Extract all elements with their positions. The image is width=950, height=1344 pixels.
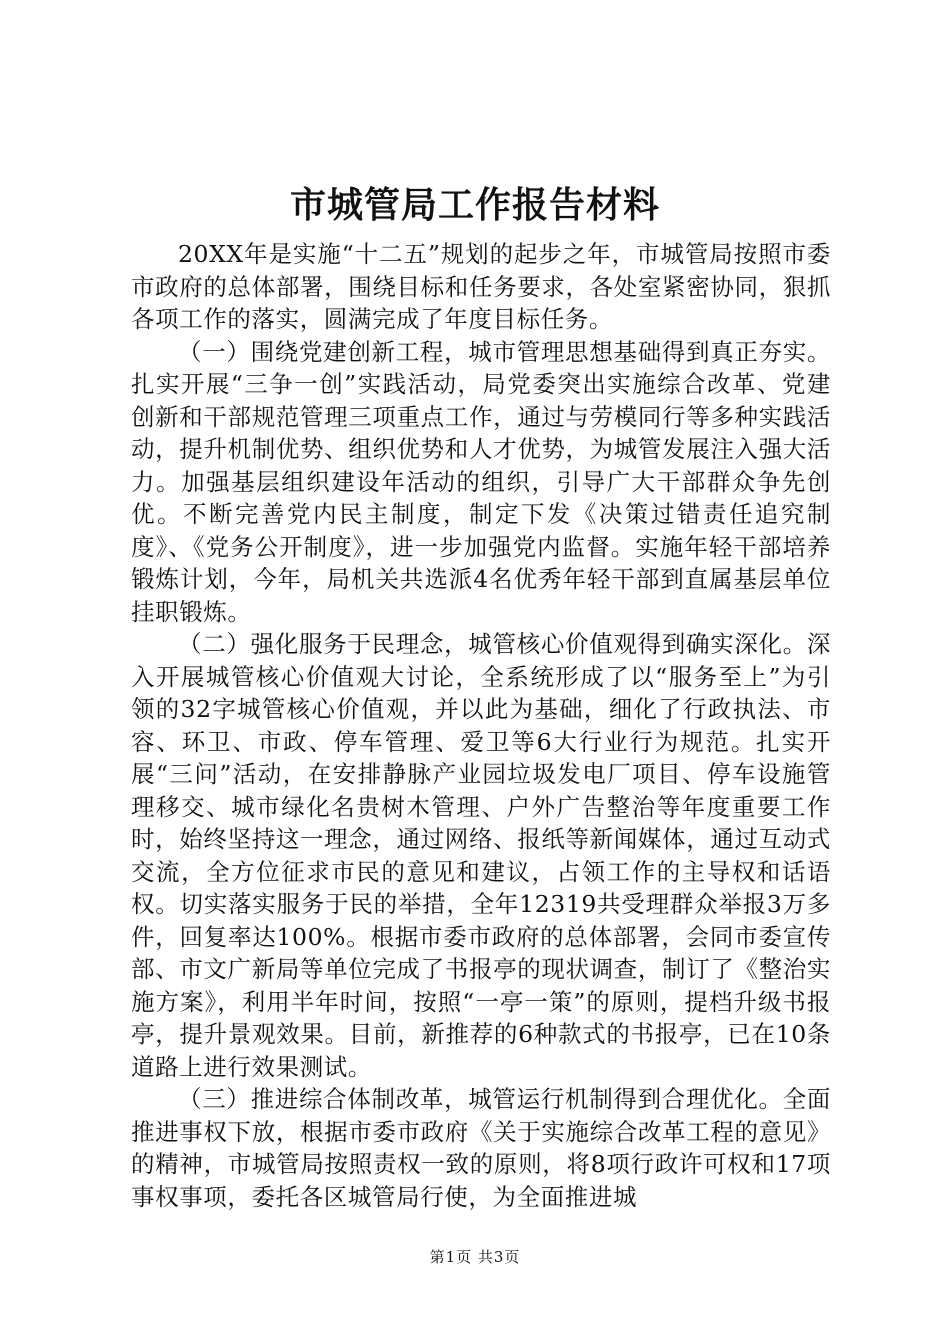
paragraph-section-1: （一）围绕党建创新工程，城市管理思想基础得到真正夯实。扎实开展“三争一创”实践活动，局党委突出实施综合改革、党建创新和干部规范管理三项重点工作，通过与劳模同行等多种实践活动，提升机制优势、组织优势和人才优势，为城管发展注入强大活力。加强基层组织建设年活动的组织，引导广大干部群众争先创优。不断完善党内民主制度，制定下发《决策过错责任追究制度》、《党务公开制度》，进一步加强党内监督。实施年轻干部培养锻炼计划，今年，局机关共选派4名优秀年轻干部到直属基层单位挂职锻炼。 xyxy=(131,337,831,626)
page-number-footer: 第1页 共3页 xyxy=(429,1248,521,1266)
document-title: 市城管局工作报告材料 xyxy=(289,185,660,226)
document-body xyxy=(131,238,831,1213)
paragraph-section-2: （二）强化服务于民理念，城管核心价值观得到确实深化。深入开展城管核心价值观大讨论，全系统形成了以“服务至上”为引领的32字城管核心价值观，并以此为基础，细化了行政执法、市容、环卫、市政、停车管理、爱卫等6大行业行为规范。扎实开展“三问”活动，在安排静脉产业园垃圾发电厂项目、停车设施管理移交、城市绿化名贵树木管理、户外广告整治等年度重要工作时，始终坚持这一理念，通过网络、报纸等新闻媒体，通过互动式交流，全方位征求市民的意见和建议，占领工作的主导权和话语权。切实落实服务于民的举措，全年12319共受理群众举报3万多件，回复率达100%。根据市委市政府的总体部署，会同市委宣传部、市文广新局等单位完成了书报亭的现状调查，制订了《整治实施方案》，利用半年时间，按照“一亭一策”的原则，提档升级书报亭，提升景观效果。目前，新推荐的6种款式的书报亭，已在10条道路上进行效果测试。 xyxy=(131,630,831,1081)
paragraph-section-3: （三）推进综合体制改革，城管运行机制得到合理优化。全面推进事权下放，根据市委市政府《关于实施综合改革工程的意见》的精神，市城管局按照责权一致的原则，将8项行政许可权和17项事权事项，委托各区城管局行使，为全面推进城 xyxy=(131,1085,831,1211)
paragraph-intro: 20XX年是实施“十二五”规划的起步之年，市城管局按照市委市政府的总体部署，围绕目标和任务要求，各处室紧密协同，狠抓各项工作的落实，圆满完成了年度目标任务。 xyxy=(131,240,831,333)
